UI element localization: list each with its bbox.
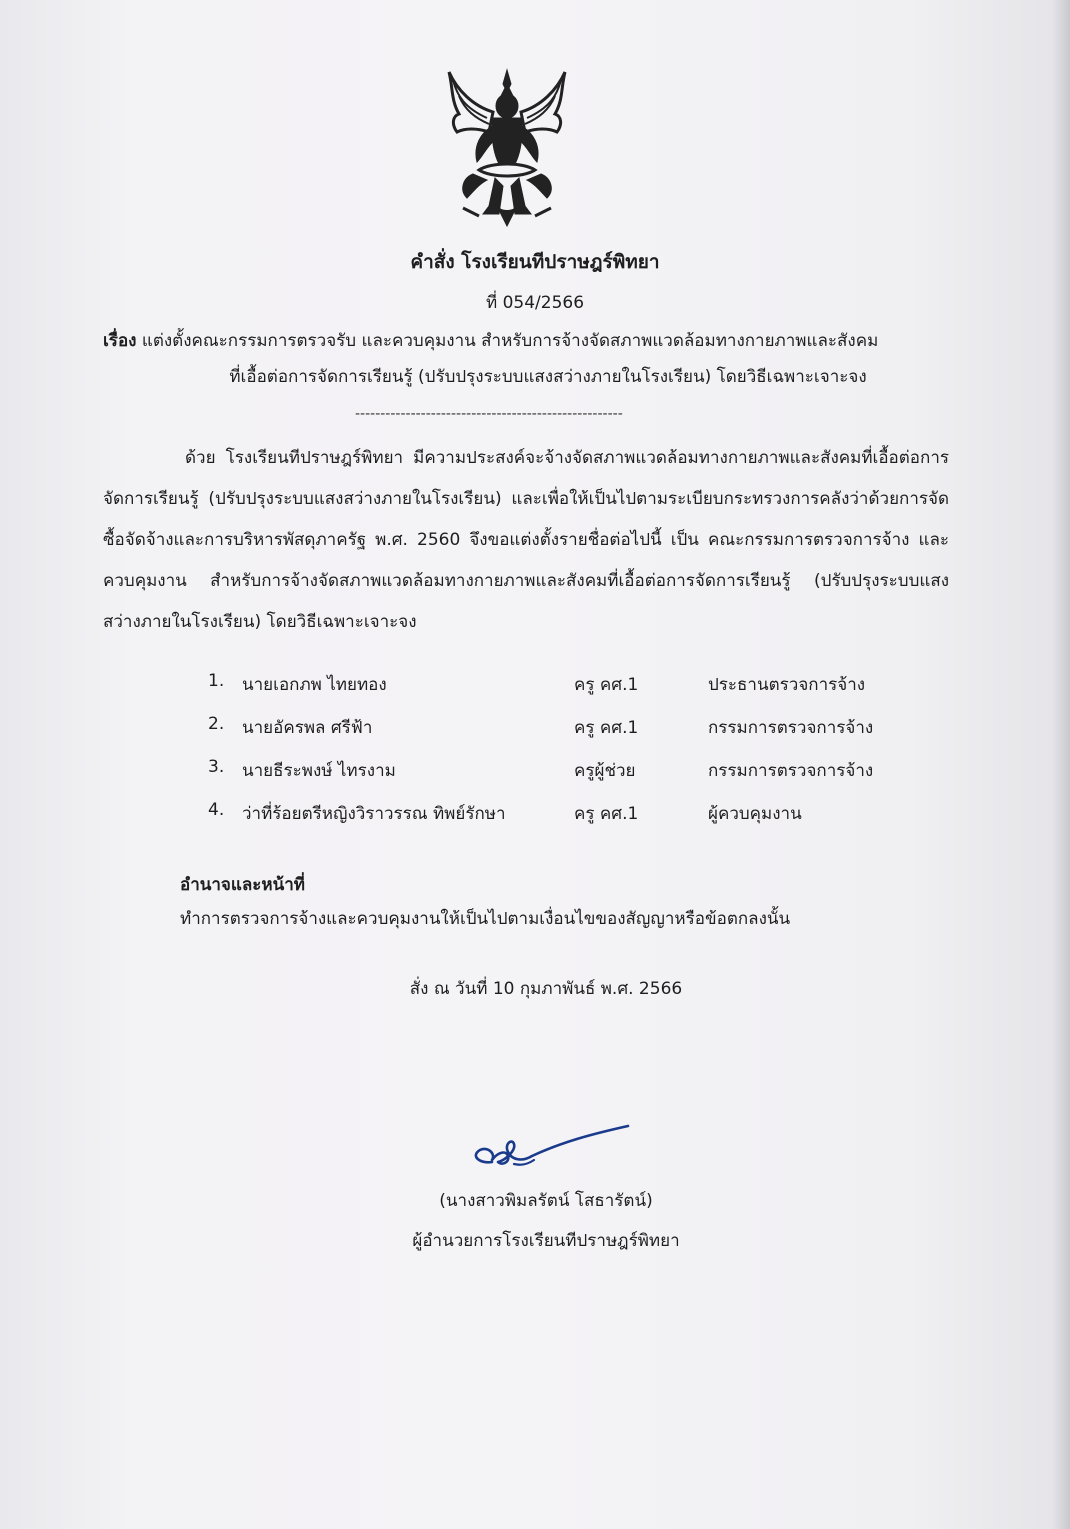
member-position: ครู คศ.1 [574,804,639,824]
committee-list [208,671,928,843]
member-name: นายอัครพล ศรีฟ้า [242,718,373,738]
handwritten-signature [462,1120,632,1180]
body-paragraph-text: ด้วย โรงเรียนทีปราษฎร์พิทยา มีความประสงค์จะจ้างจัดสภาพแวดล้อมทางกายภาพและสังคมที่เอื้อต่อการจัดการเรียนรู้ (ปรับปรุงระบบแสงสว่างภายในโรงเรียน) และเพื่อให้เป็นไปตามระเบียบกระทรวงการคลังว่าด้วยการจัดซื้อจัดจ้างและการบริหารพัสดุภาครัฐ พ.ศ. 2560 จึงขอแต่งตั้งรายชื่อต่อไปนี้ เป็น คณะกรรมการตรวจการจ้าง และควบคุมงาน สำหรับการจ้างจัดสภาพแวดล้อมทางกายภาพและสังคมที่เอื้อต่อการจัดการเรียนรู้ (ปรับปรุงระบบแสงสว่างภายในโรงเรียน) โดยวิธีเฉพาะเจาะจง [103,448,949,632]
page-edge-shadow [1052,0,1070,1529]
member-number: 4. [208,800,225,820]
list-item [208,757,928,800]
member-position: ครู คศ.1 [574,718,639,738]
subject-block [103,323,953,395]
garuda-emblem-icon [443,66,571,230]
subject-line-1: แต่งตั้งคณะกรรมการตรวจรับ และควบคุมงาน สำหรับการจ้างจัดสภาพแวดล้อมทางกายภาพและสังคม [136,331,879,351]
list-item [208,800,928,843]
member-number: 3. [208,757,225,777]
member-position: ครู คศ.1 [574,675,639,695]
signatory-position: ผู้อำนวยการโรงเรียนทีปราษฎร์พิทยา [412,1231,680,1251]
member-number: 2. [208,714,225,734]
member-role: กรรมการตรวจการจ้าง [708,718,874,738]
signatory-name: (นางสาวพิมลรัตน์ โสธารัตน์) [439,1191,653,1211]
member-role: กรรมการตรวจการจ้าง [708,761,874,781]
subject-line-2: ที่เอื้อต่อการจัดการเรียนรู้ (ปรับปรุงระบบแสงสว่างภายในโรงเรียน) โดยวิธีเฉพาะเจาะจง [229,367,867,387]
order-title: คำสั่ง โรงเรียนทีปราษฎร์พิทยา [410,251,660,273]
duties-text: ทำการตรวจการจ้างและควบคุมงานให้เป็นไปตามเงื่อนไขของสัญญาหรือข้อตกลงนั้น [180,909,791,929]
order-number: ที่ 054/2566 [485,293,585,313]
duties-heading: อำนาจและหน้าที่ [180,875,305,895]
order-date: สั่ง ณ วันที่ 10 กุมภาพันธ์ พ.ศ. 2566 [409,979,683,999]
member-name: นายเอกภพ ไทยทอง [242,675,387,695]
list-item [208,671,928,714]
subject-label: เรื่อง [103,331,137,351]
member-role: ผู้ควบคุมงาน [708,804,802,824]
member-number: 1. [208,671,225,691]
member-name: นายธีระพงษ์ ไทรงาม [242,761,396,781]
list-item [208,714,928,757]
divider-line: ----------------------------------------------------- [355,406,623,422]
body-paragraph [103,438,949,643]
member-role: ประธานตรวจการจ้าง [708,675,866,695]
member-name: ว่าที่ร้อยตรีหญิงวิราวรรณ ทิพย์รักษา [242,804,506,824]
member-position: ครูผู้ช่วย [574,761,636,781]
